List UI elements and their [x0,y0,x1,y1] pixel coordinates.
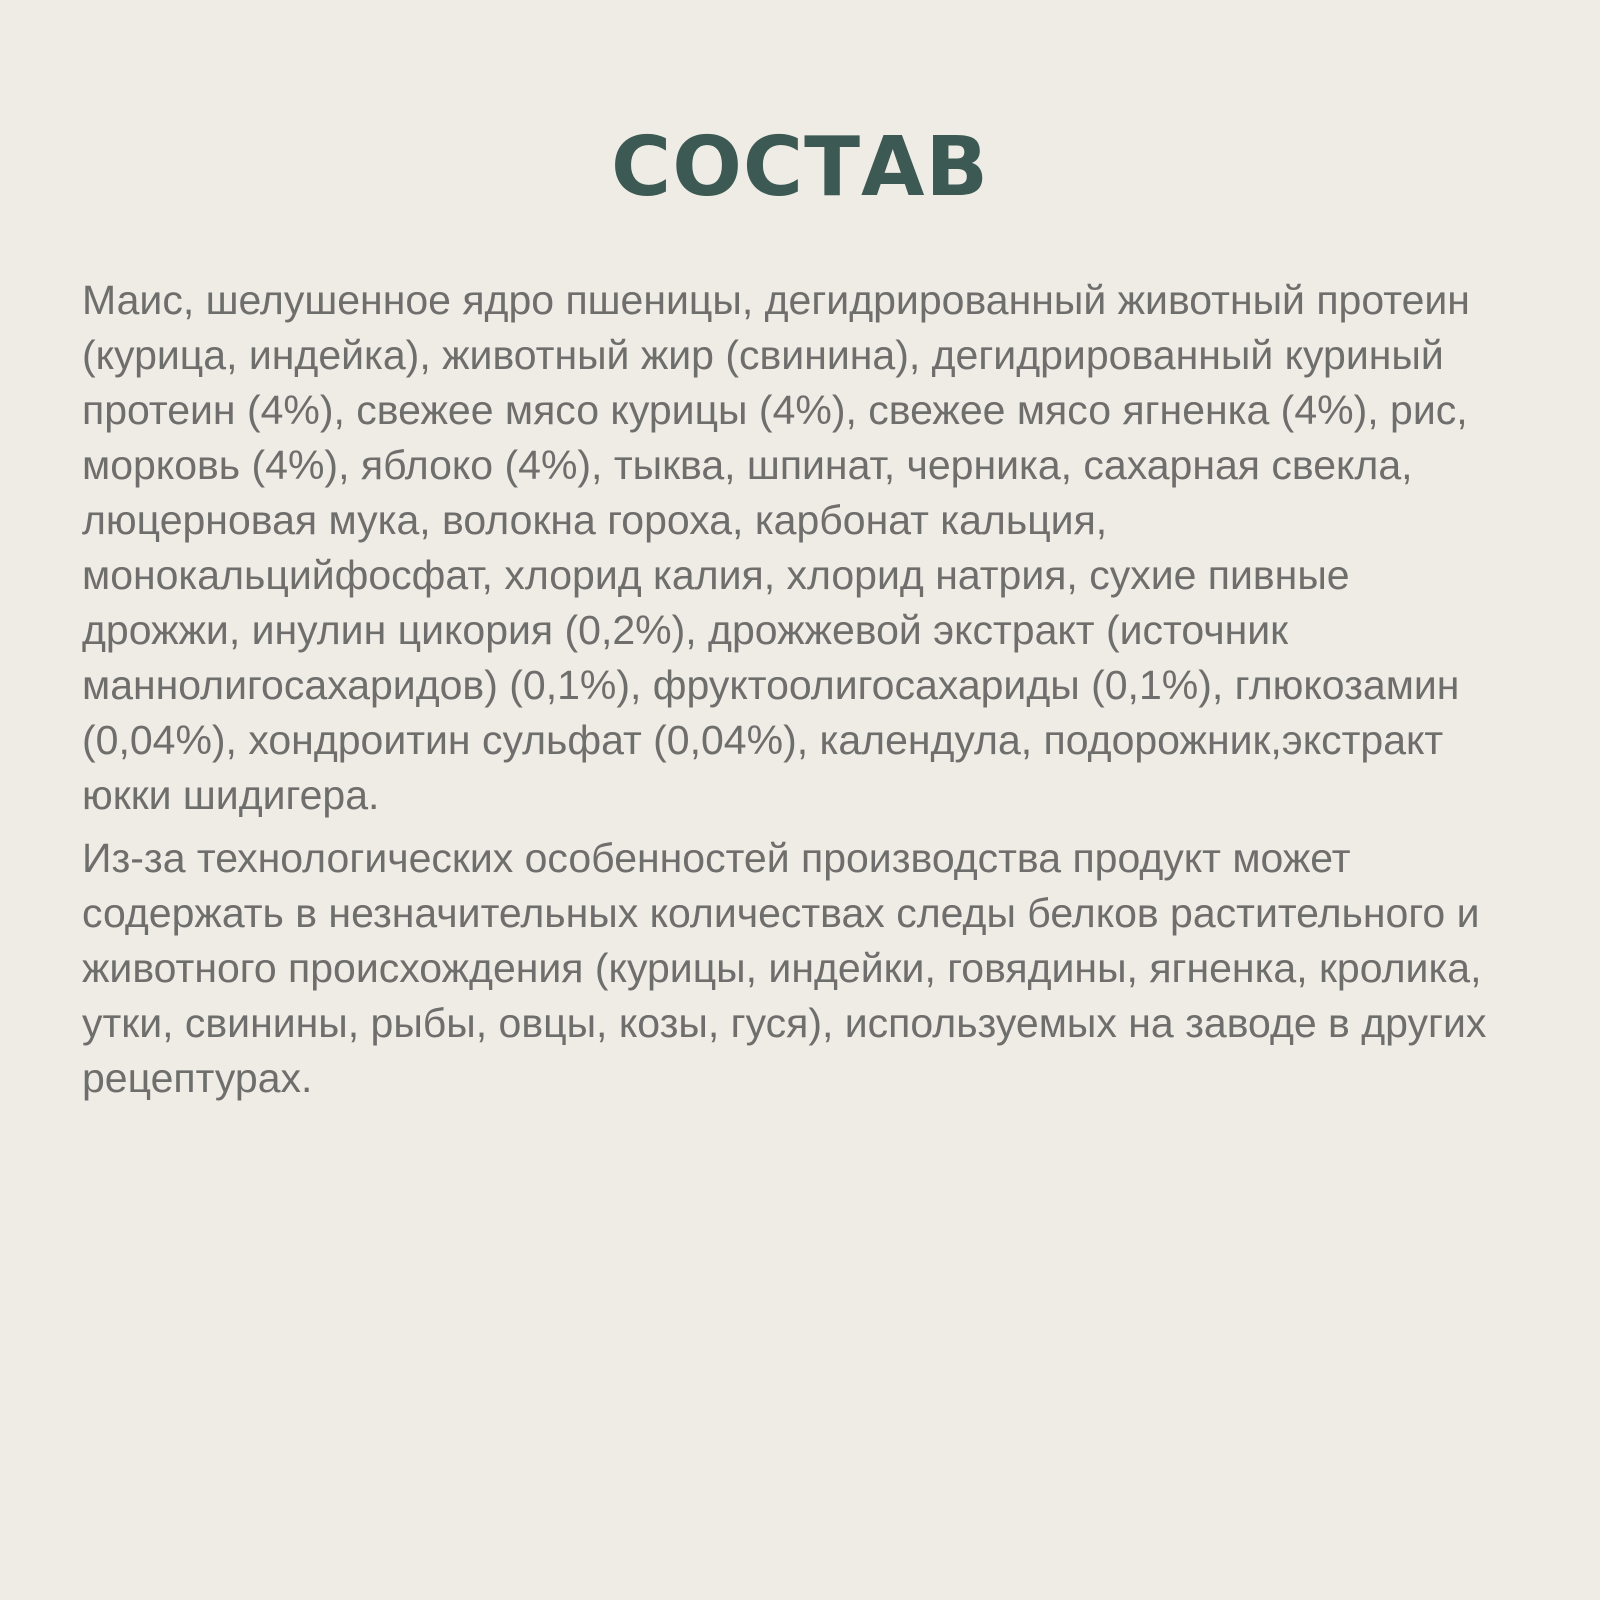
composition-content [82,273,1518,1106]
page-title: СОСТАВ [611,120,989,215]
ingredients-paragraph: Маис, шелушенное ядро пшеницы, дегидрированный животный протеин (курица, индейка), животный жир (свинина), дегидрированный куриный протеин (4%), свежее мясо курицы (4%), свежее мясо ягненка (4%), рис, морковь (4%), яблоко (4%), тыква, шпинат, черника, сахарная свекла, люцерновая мука, волокна гороха, карбонат кальция, монокальцийфосфат, хлорид калия, хлорид натрия, сухие пивные дрожжи, инулин цикория (0,2%), дрожжевой экстракт (источник маннолигосахаридов) (0,1%), фруктоолигосахариды (0,1%), глюкозамин (0,04%), хондроитин сульфат (0,04%), календула, подорожник,экстракт юкки шидигера. [82,277,1470,818]
allergen-note-paragraph: Из-за технологических особенностей производства продукт может содержать в незначительных количествах следы белков растительного и животного происхождения (курицы, индейки, говядины, ягненка, кролика, утки, свинины, рыбы, овцы, козы, гуся), используемых на заводе в других рецептурах. [82,835,1487,1101]
